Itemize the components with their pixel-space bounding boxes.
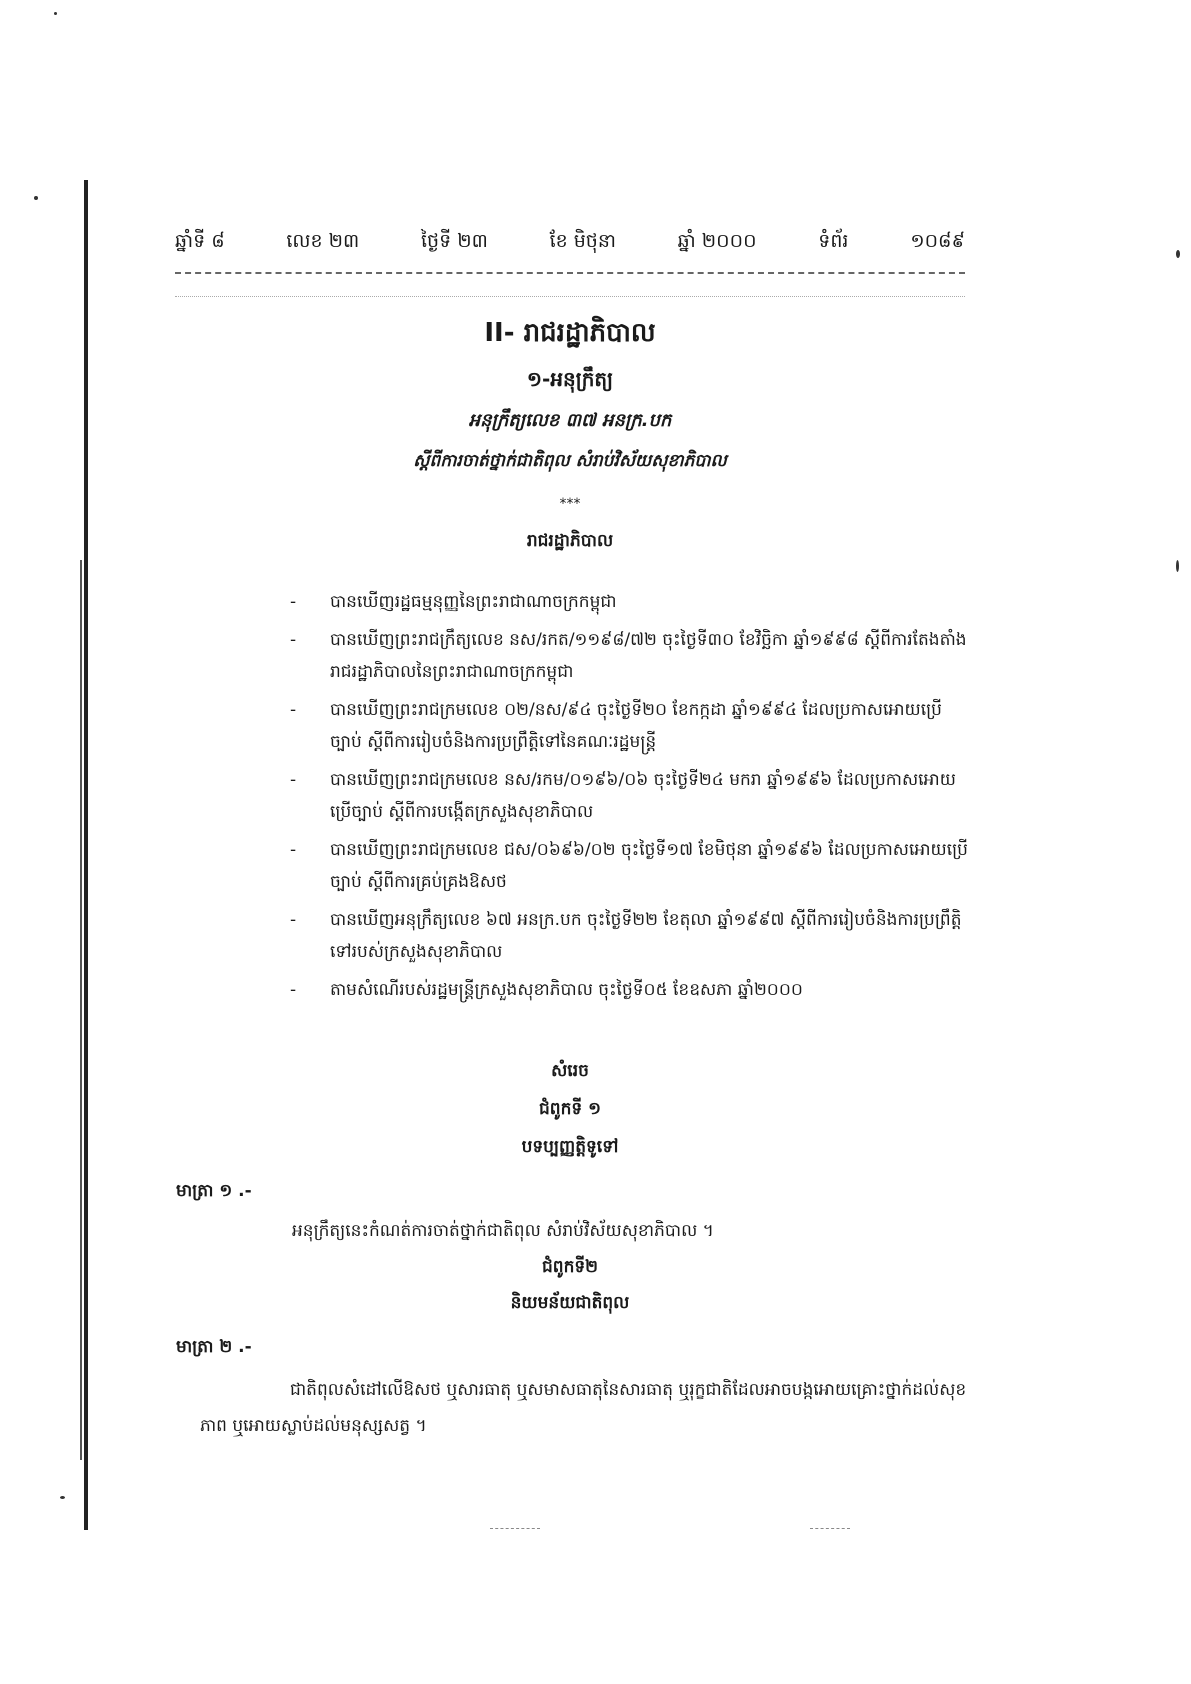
- footer-mark: [490, 1528, 540, 1529]
- article-1-text: អនុក្រឹត្យនេះកំណត់ការចាត់ថ្នាក់ជាតិពុល សំរាប់វិស័យសុខាភិបាល ។: [292, 1221, 714, 1241]
- footer-mark: [810, 1528, 850, 1529]
- scan-edge: [80, 560, 82, 1460]
- scan-speck: [54, 12, 57, 15]
- list-item: - បានឃើញអនុក្រឹត្យលេខ ៦៧ អនក្រ.បក ចុះថ្ងៃទី២២ ខែតុលា ឆ្នាំ១៩៩៧ ស្តីពីការរៀបចំនិងការប្រព្រឹត្តិទៅរបស់ក្រសួងសុខាភិបាល: [290, 904, 970, 968]
- header-year: ឆ្នាំ ២០០០: [677, 230, 757, 252]
- header-year-no: ឆ្នាំទី ៨: [175, 230, 225, 252]
- bullet-dash: -: [290, 840, 297, 860]
- list-item: - តាមសំណើរបស់រដ្ឋមន្ត្រីក្រសួងសុខាភិបាល ចុះថ្ងៃទី០៥ ខែឧសភា ឆ្នាំ២០០០: [290, 974, 970, 1006]
- header-page-label: ទំព័រ: [818, 230, 849, 252]
- bullet-dash: -: [290, 980, 297, 1000]
- decides-heading: សំរេច: [551, 1061, 589, 1081]
- header-divider: [175, 272, 965, 274]
- list-item: - បានឃើញព្រះរាជក្រមលេខ ០២/នស/៩៤ ចុះថ្ងៃទី២០ ខែកក្កដា ឆ្នាំ១៩៩៤ ដែលប្រកាសអោយប្រើច្បាប់ ស្តីពីការរៀបចំនិងការប្រព្រឹត្តិទៅនៃគណៈរដ្ឋមន្ត្រី: [290, 694, 970, 758]
- decree-subject: ស្តីពីការចាត់ថ្នាក់ជាតិពុល សំរាប់វិស័យសុខាភិបាល: [413, 451, 727, 471]
- bullet-dash: -: [290, 910, 297, 930]
- header-day: ថ្ងៃទី ២៣: [421, 230, 488, 252]
- chapter-1-name: បទប្បញ្ញត្តិទូទៅ: [521, 1137, 619, 1157]
- scan-speck: [1176, 560, 1179, 572]
- header-page-no: ១០៨៩: [910, 230, 965, 252]
- issuer: រាជរដ្ឋាភិបាល: [526, 531, 614, 551]
- article-2-label: មាត្រា ២ .-: [176, 1337, 252, 1357]
- decree-number: អនុក្រឹត្យលេខ ៣៧ អនក្រ.បក: [468, 410, 672, 431]
- bullet-dash: -: [290, 592, 297, 612]
- header-issue-no: លេខ ២៣: [286, 230, 360, 252]
- header-month: ខែ មិថុនា: [549, 230, 616, 252]
- list-item: - បានឃើញព្រះរាជក្រមលេខ ជស/០៦៩៦/០២ ចុះថ្ងៃទី១៧ ខែមិថុនា ឆ្នាំ១៩៩៦ ដែលប្រកាសអោយប្រើច្បាប់ ស្តីពីការគ្រប់គ្រងឱសថ: [290, 834, 970, 898]
- article-1-label: មាត្រា ១ .-: [176, 1181, 252, 1201]
- article-2-text: ជាតិពុលសំដៅលើឱសថ ឬសារធាតុ ឬសមាសធាតុនៃសារធាតុ ឬរុក្ខជាតិដែលអាចបង្កអោយគ្រោះថ្នាក់ដល់សុខភាព ឬអោយស្លាប់ដល់មនុស្សសត្វ ។: [200, 1380, 967, 1436]
- gazette-header: [175, 226, 965, 260]
- chapter-2-name: និយមន័យជាតិពុល: [510, 1293, 630, 1313]
- scan-speck: [34, 196, 38, 200]
- separator: ***: [559, 496, 581, 512]
- header-divider: [175, 296, 965, 297]
- bullet-dash: -: [290, 630, 297, 650]
- considerations-list: [290, 586, 970, 1012]
- scan-edge: [84, 180, 88, 1530]
- list-item: - បានឃើញរដ្ឋធម្មនុញ្ញនៃព្រះរាជាណាចក្រកម្ពុជា: [290, 586, 970, 618]
- bullet-dash: -: [290, 700, 297, 720]
- section-subtitle: ១-អនុក្រឹត្យ: [526, 367, 614, 391]
- list-item: - បានឃើញព្រះរាជក្រមលេខ នស/រកម/០១៩៦/០៦ ចុះថ្ងៃទី២៤ មករា ឆ្នាំ១៩៩៦ ដែលប្រកាសអោយប្រើច្បាប់ ស្តីពីការបង្កើតក្រសួងសុខាភិបាល: [290, 764, 970, 828]
- scan-speck: [60, 1496, 65, 1499]
- list-item: - បានឃើញព្រះរាជក្រឹត្យលេខ នស/រកត/១១៩៨/៧២ ចុះថ្ងៃទី៣០ ខែវិច្ឆិកា ឆ្នាំ១៩៩៨ ស្តីពីការតែងតាំងរាជរដ្ឋាភិបាលនៃព្រះរាជាណាចក្រកម្ពុជា: [290, 624, 970, 688]
- chapter-2-title: ជំពូកទី២: [541, 1257, 599, 1277]
- scan-speck: [1176, 250, 1180, 258]
- chapter-1-title: ជំពូកទី ១: [539, 1099, 601, 1119]
- bullet-dash: -: [290, 770, 297, 790]
- section-title: II- រាជរដ្ឋាភិបាល: [484, 318, 656, 348]
